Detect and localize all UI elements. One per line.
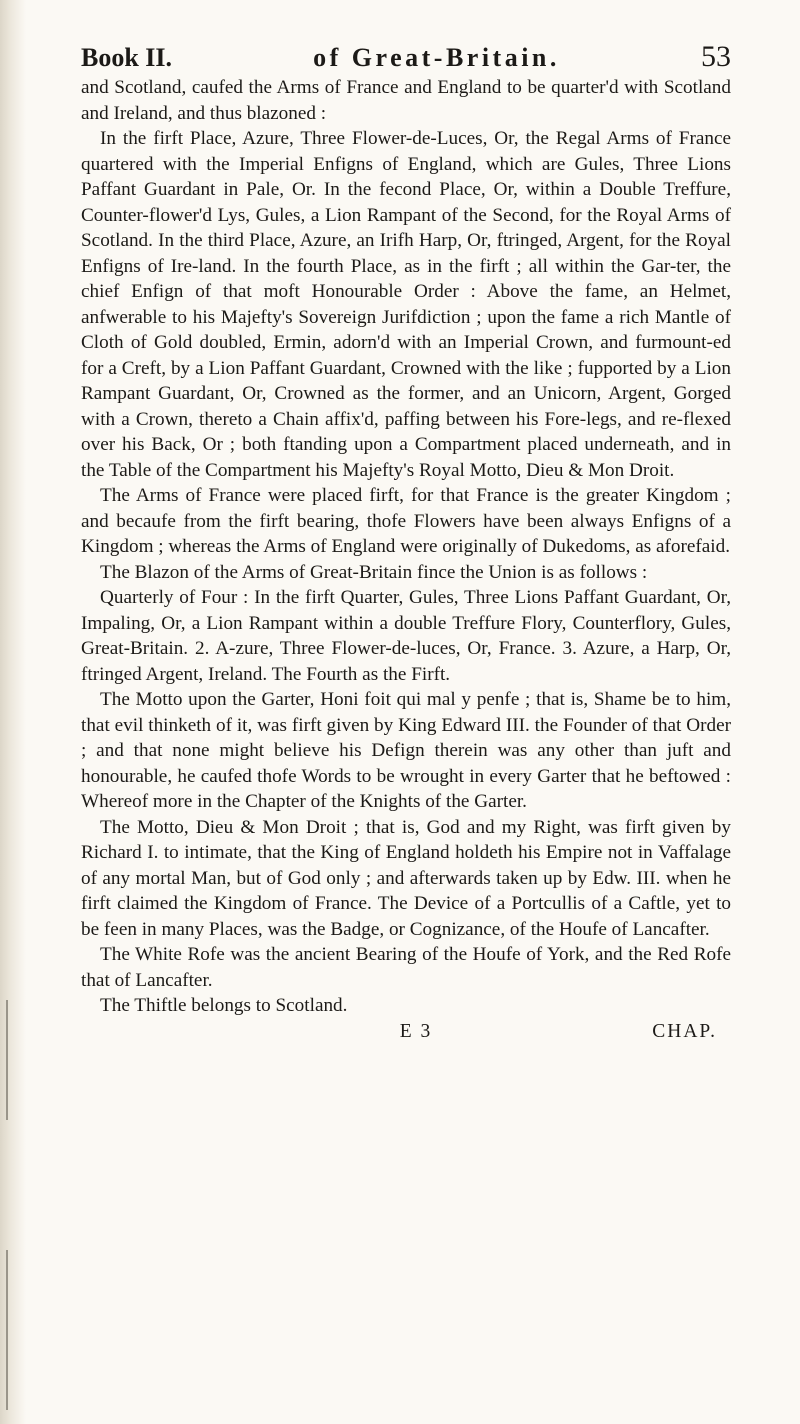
catchword: CHAP. — [652, 1020, 717, 1042]
paragraph: The Blazon of the Arms of Great-Britain fince the Union is as follows : — [100, 561, 648, 583]
page-gutter — [0, 0, 26, 1424]
paragraph: The White Rofe was the ancient Bearing of the Houfe of York, and the Red Rofe that of Lancafter. — [81, 944, 731, 991]
gutter-line — [6, 1250, 8, 1410]
running-head-book: Book II. — [81, 43, 173, 72]
running-head — [81, 40, 731, 75]
paragraph: The Thiftle belongs to Scotland. — [100, 995, 348, 1016]
gutter-line — [6, 1000, 8, 1120]
book-page — [81, 40, 731, 1044]
paragraph: and Scotland, caufed the Arms of France and England to be quarter'd with Scotland and Ireland, and thus blazoned : — [81, 77, 731, 124]
paragraph: The Arms of France were placed firft, for that France is the greater Kingdom ; and becaufe from the firft bearing, thofe Flowers have been always Enfigns of a Kingdom ; whereas the Arms of England were originally of Dukedoms, as aforefaid. — [81, 485, 731, 557]
paragraph: The Motto upon the Garter, Honi foit qui mal y penfe ; that is, Shame be to him, that evil thinketh of it, was firft given by King Edward III. the Founder of that Order ; and that none might believe his Defign therein was any other than juft and honourable, he caufed thofe Words to be wrought in every Garter that he beftowed : Whereof more in the Chapter of the Knights of the Garter. — [81, 689, 731, 812]
paragraph: In the firft Place, Azure, Three Flower-de-Luces, Or, the Regal Arms of France quartered with the Imperial Enfigns of England, which are Gules, Three Lions Paffant Guardant in Pale, Or. In the fecond Place, Or, within a Double Treffure, Counter-flower'd Lys, Gules, a Lion Rampant of the Second, for the Royal Arms of Scotland. In the third Place, Azure, an Irifh Harp, Or, ftringed, Argent, for the Royal Enfigns of Ire-land. In the fourth Place, as in the firft ; all within the Gar-ter, the chief Enfign of that moft Honourable Order : Above the fame, an Helmet, anfwerable to his Majefty's Sovereign Jurifdiction ; upon the fame a rich Mantle of Cloth of Gold doubled, Ermin, adorn'd with an Imperial Crown, and furmount-ed for a Creft, by a Lion Paffant Guardant, Crowned with the like ; fupported by a Lion Rampant Guardant, Or, Crowned as the former, and an Unicorn, Argent, Gorged with a Crown, thereto a Chain affix'd, paffing between his Fore-legs, and re-flexed over his Back, Or ; both ftanding upon a Compartment placed underneath, and in the Table of the Compartment his Majefty's Royal Motto, Dieu & Mon Droit. — [81, 128, 731, 481]
paragraph: The Motto, Dieu & Mon Droit ; that is, God and my Right, was firft given by Richard I. to intimate, that the King of England holdeth his Empire not in Vaffalage of any mortal Man, but of God only ; and afterwards taken up by Edw. III. when he firft claimed the Kingdom of France. The Device of a Portcullis of a Caftle, yet to be feen in many Places, was the Badge, or Cognizance, of the Houfe of Lancafter. — [81, 816, 731, 940]
paragraph: Quarterly of Four : In the firft Quarter, Gules, Three Lions Paffant Guardant, Or, Impaling, Or, a Lion Rampant within a double Treffure Flory, Counterflory, Gules, Great-Britain. 2. A-zure, Three Flower-de-luces, Or, France. 3. Azure, a Harp, Or, ftringed Argent, Ireland. The Fourth as the Firft. — [81, 587, 731, 685]
page-body — [81, 75, 731, 1019]
page-footer — [81, 1019, 731, 1044]
running-head-title: of Great-Britain. — [313, 43, 560, 72]
signature-mark: E 3 — [399, 1020, 433, 1042]
page-number: 53 — [701, 40, 731, 73]
